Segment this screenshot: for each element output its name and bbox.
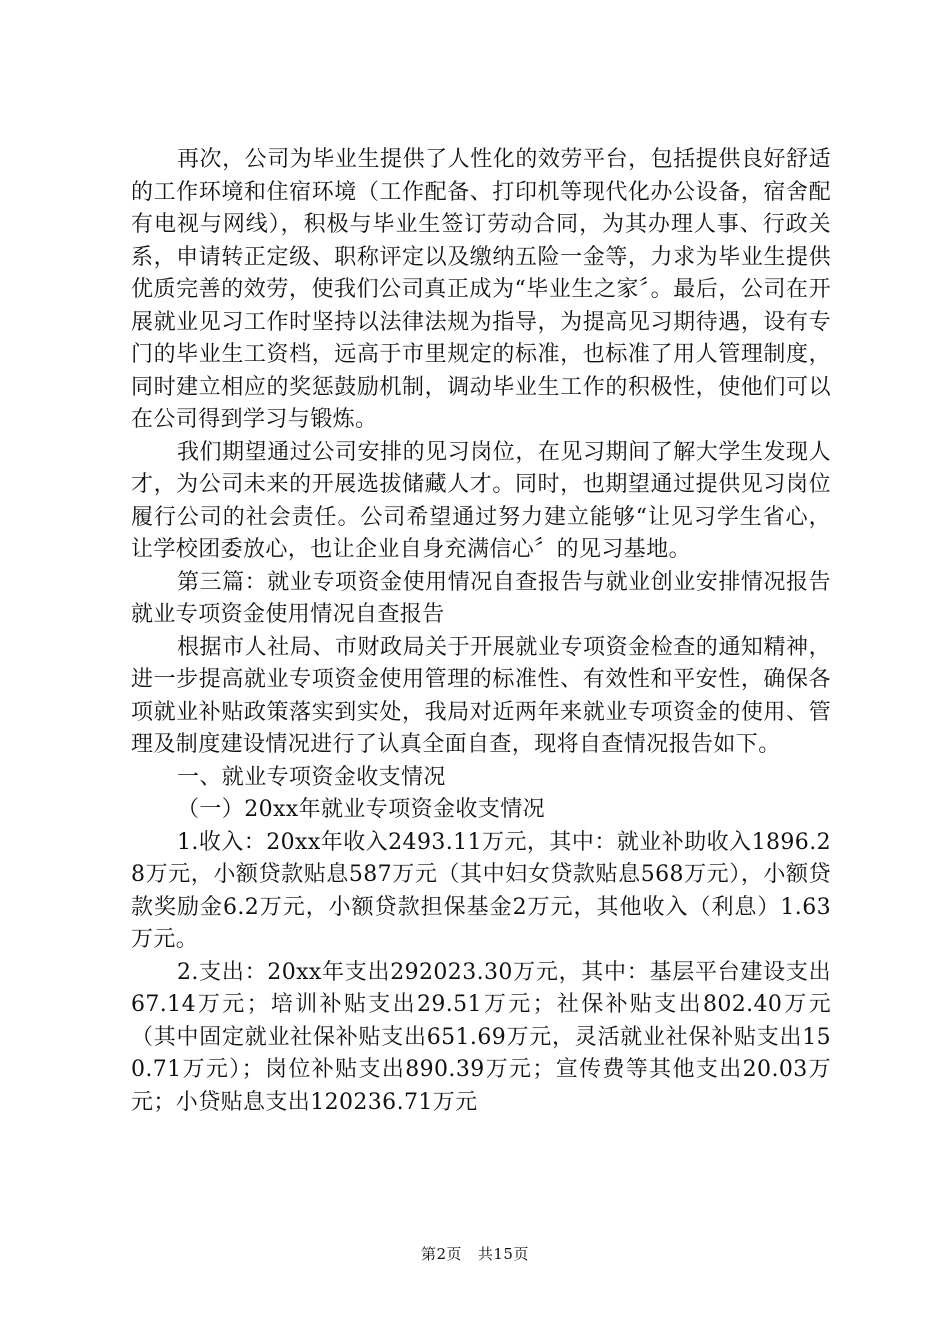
paragraph-expenditure: 2.支出：20xx年支出292023.30万元，其中：基层平台建设支出67.14万元；培训补贴支出29.51万元；社保补贴支出802.40万元（其中固定就业社保补贴支出651.69万元，灵活就业社保补贴支出150.71万元）；岗位补贴支出890.39万元；宣传费等其他支出20.03万元；小贷贴息支出120236.71万元 — [131, 959, 831, 1115]
subheading-annual-fund: （一）20xx年就业专项资金收支情况 — [177, 797, 546, 822]
page-total: 共15页 — [477, 1245, 529, 1263]
section-title-part-three: 第三篇：就业专项资金使用情况自查报告与就业创业安排情况报告就业专项资金使用情况自查报告 — [131, 569, 831, 627]
paragraph-service-platform: 再次，公司为毕业生提供了人性化的效劳平台，包括提供良好舒适的工作环境和住宿环境（工作配备、打印机等现代化办公设备，宿舍配有电视与网线），积极与毕业生签订劳动合同，为其办理人事、行政关系，申请转正定级、职称评定以及缴纳五险一金等，力求为毕业生提供优质完善的效劳，使我们公司真正成为“毕业生之家〞。最后，公司在开展就业见习工作时坚持以法律法规为指导，为提高见习期待遇，设有专门的毕业生工资档，远高于市里规定的标准，也标准了用人管理制度，同时建立相应的奖惩鼓励机制，调动毕业生工作的积极性，使他们可以在公司得到学习与锻炼。 — [131, 147, 831, 432]
paragraph-income: 1.收入：20xx年收入2493.11万元，其中：就业补助收入1896.28万元，小额贷款贴息587万元（其中妇女贷款贴息568万元），小额贷款奖励金6.2万元，小额贷款担保基金2万元，其他收入（利息）1.63万元。 — [131, 829, 831, 952]
document-body — [131, 144, 831, 1119]
page-number: 第2页 — [421, 1245, 463, 1263]
heading-fund-income-expense: 一、就业专项资金收支情况 — [177, 764, 446, 790]
page-footer — [0, 1243, 950, 1264]
paragraph-report-intro: 根据市人社局、市财政局关于开展就业专项资金检查的通知精神，进一步提高就业专项资金使用管理的标准性、有效性和平安性，确保各项就业补贴政策落实到实处，我局对近两年来就业专项资金的使用、管理及制度建设情况进行了认真全面自查，现将自查情况报告如下。 — [131, 634, 831, 757]
paragraph-internship-goals: 我们期望通过公司安排的见习岗位，在见习期间了解大学生发现人才，为公司未来的开展选拔储藏人才。同时，也期望通过提供见习岗位履行公司的社会责任。公司希望通过努力建立能够“让见习学生省心，让学校团委放心，也让企业自身充满信心〞的见习基地。 — [131, 439, 831, 562]
page-separator — [467, 1245, 472, 1263]
